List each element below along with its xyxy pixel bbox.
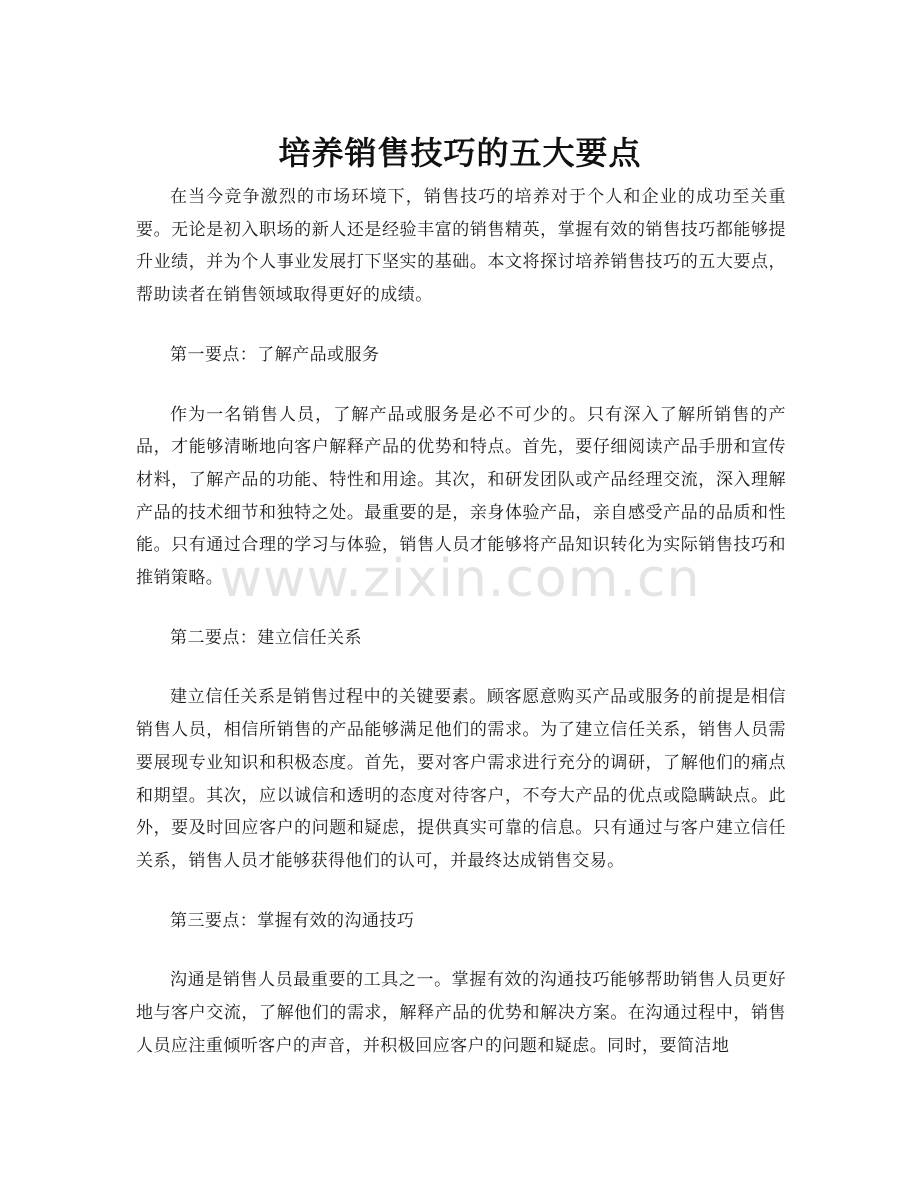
section-heading-2: 第二要点：建立信任关系 — [170, 627, 362, 648]
section-heading-1: 第一要点：了解产品或服务 — [170, 344, 380, 365]
section-paragraph-2: 建立信任关系是销售过程中的关键要素。顾客愿意购买产品或服务的前提是相信销售人员，相信所销售的产品能够满足他们的需求。为了建立信任关系，销售人员需要展现专业知识和积极态度。首先，要对客户需求进行充分的调研，了解他们的痛点和期望。其次，应以诚信和透明的态度对待客户，不夸大产品的优点或隐瞒缺点。此外，要及时回应客户的问题和疑虑，提供真实可靠的信息。只有通过与客户建立信任关系，销售人员才能够获得他们的认可，并最终达成销售交易。 — [136, 687, 786, 871]
section-paragraph-3: 沟通是销售人员最重要的工具之一。掌握有效的沟通技巧能够帮助销售人员更好地与客户交流，了解他们的需求，解释产品的优势和解决方案。在沟通过程中，销售人员应注重倾听客户的声音，并积极回应客户的问题和疑虑。同时，要简洁地 — [136, 970, 786, 1056]
intro-paragraph: 在当今竞争激烈的市场环境下，销售技巧的培养对于个人和企业的成功至关重要。无论是初入职场的新人还是经验丰富的销售精英，掌握有效的销售技巧都能够提升业绩，并为个人事业发展打下坚实的基础。本文将探讨培养销售技巧的五大要点，帮助读者在销售领域取得更好的成绩。 — [136, 187, 786, 306]
section-paragraph-1: 作为一名销售人员，了解产品或服务是必不可少的。只有深入了解所销售的产品，才能够清晰地向客户解释产品的优势和特点。首先，要仔细阅读产品手册和宣传材料，了解产品的功能、特性和用途。其次，和研发团队或产品经理交流，深入理解产品的技术细节和独特之处。最重要的是，亲身体验产品，亲自感受产品的品质和性能。只有通过合理的学习与体验，销售人员才能够将产品知识转化为实际销售技巧和推销策略。 — [136, 404, 786, 589]
section-heading-3: 第三要点：掌握有效的沟通技巧 — [170, 910, 415, 931]
watermark-text: www.zixin.com.cn — [219, 549, 701, 609]
document-title: 培养销售技巧的五大要点 — [278, 134, 642, 173]
document-body — [136, 181, 786, 1089]
